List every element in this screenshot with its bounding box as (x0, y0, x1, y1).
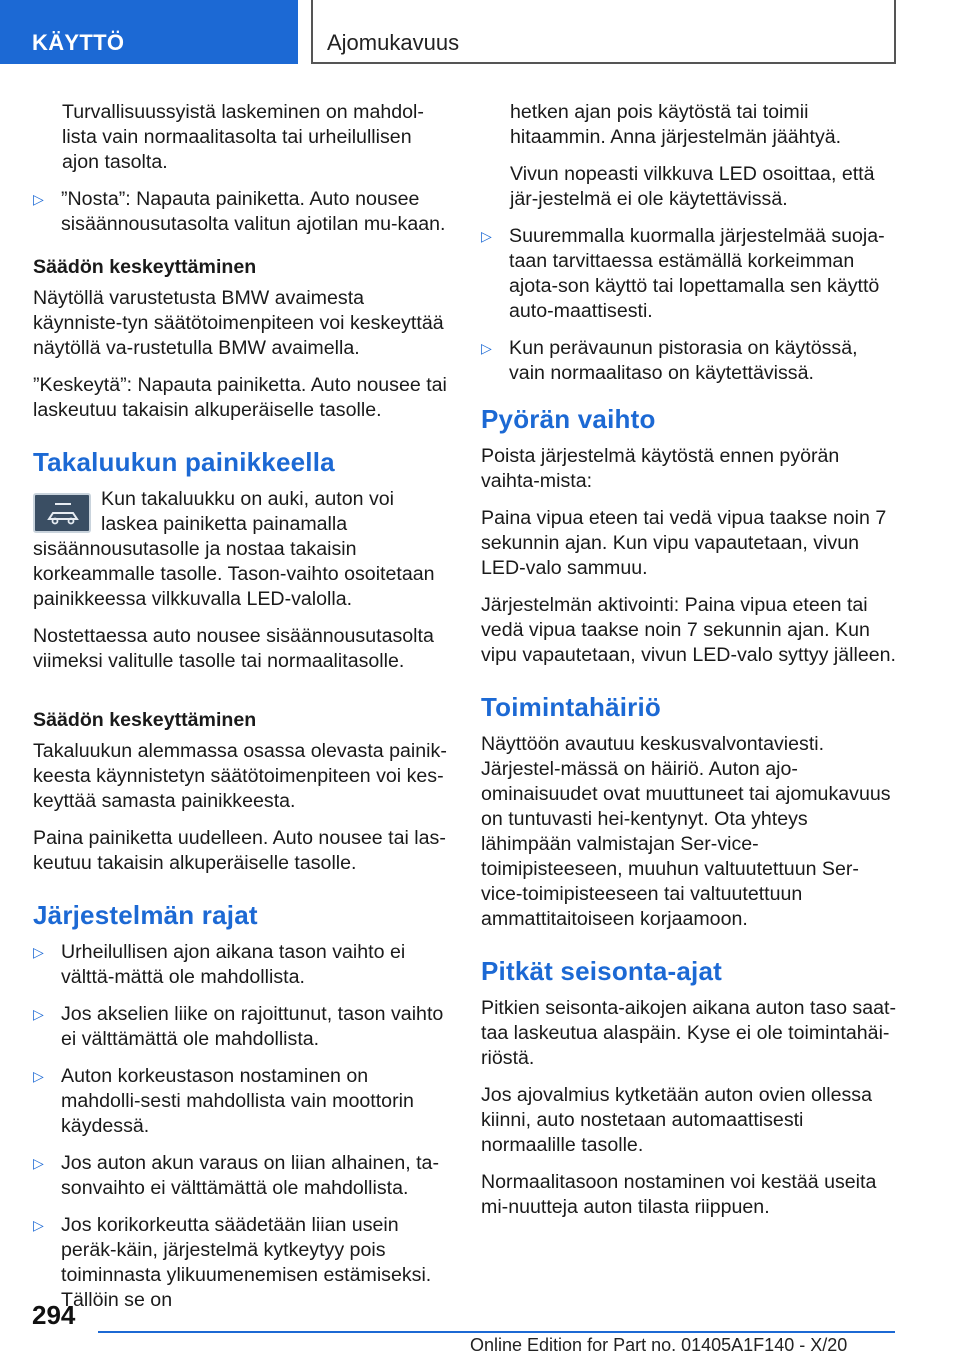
paragraph: Poista järjestelmä käytöstä ennen pyörän vaihta-mista: (481, 445, 840, 492)
icon-paragraph (33, 487, 451, 612)
list-item (481, 336, 897, 386)
paragraph: Järjestelmän aktivointi: Paina vipua eteen tai vedä vipua taakse noin 7 sekunnin ajan. Kun vipu vapautetaan, vivun LED-valo syttyy jälleen. (481, 594, 896, 666)
section-heading-takaluukku: Takaluukun painikkeella (33, 447, 335, 477)
paragraph: ”Keskeytä”: Napauta painiketta. Auto nousee tai laskeutuu takaisin alkuperäiselle tasolle. (33, 374, 447, 421)
paragraph: Paina vipua eteen tai vedä vipua taakse noin 7 sekunnin ajan. Kun vipu vapautetaan, vivun LED-valo sammuu. (481, 507, 887, 579)
list-item (33, 1002, 451, 1052)
triangle-right-icon: ▷ (33, 1155, 44, 1171)
list-item-text: ”Nosta”: Napauta painiketta. Auto nousee sisäännousutasolta valitun ajotilan mu-kaan. (61, 188, 446, 235)
list-item (33, 1064, 451, 1139)
list-item-text: Jos akselien liike on rajoittunut, tason vaihto ei välttämättä ole mahdollista. (61, 1003, 444, 1050)
list-item (33, 187, 451, 237)
paragraph: Pitkien seisonta-aikojen aikana auton taso saat-taa laskeutua alaspäin. Kyse ei ole toimintahäi-riöstä. (481, 997, 896, 1069)
subheading: Säädön keskeyttäminen (33, 256, 257, 278)
list-item-text: Jos auton akun varaus on liian alhainen, ta-sonvaihto ei välttämättä ole mahdollista. (61, 1152, 439, 1199)
paragraph: Jos ajovalmius kytketään auton ovien ollessa kiinni, auto nostetaan automaattisesti normaalille tasolle. (481, 1084, 873, 1156)
paragraph: Turvallisuussyistä laskeminen on mahdol-lista vain normaalitasolta tai urheilullisen ajon tasolta. (62, 101, 424, 173)
triangle-right-icon: ▷ (33, 1217, 44, 1233)
list-item-text: Suuremmalla kuormalla järjestelmää suoja-taan tarvittaessa estämällä korkeimman ajota-son käyttö tai lopettamalla sen käyttö auto-maattisesti. (509, 225, 885, 322)
paragraph: Kun takaluukku on auki, auton voi laskea painiketta painamalla sisäännousutasolle ja nostaa takaisin korkeammalle tasolle. Tason-vaihto osoitetaan painikkeessa vilkkuvalla LED-valolla. (33, 488, 435, 610)
paragraph: Takaluukun alemmassa osassa olevasta painik-keesta käynnistetyn säätötoimenpiteen voi kes-keyttää samasta painikkeesta. (33, 740, 447, 812)
subheading: Säädön keskeyttäminen (33, 709, 257, 731)
right-column (481, 100, 897, 1232)
paragraph: hetken ajan pois käytöstä tai toimii hitaammin. Anna järjestelmän jäähtyä. (510, 101, 842, 148)
list-item-text: Kun perävaunun pistorasia on käytössä, vain normaalitaso on käytettävissä. (509, 337, 858, 384)
section-tab: KÄYTTÖ (0, 0, 298, 64)
list-item (33, 1213, 451, 1313)
triangle-right-icon: ▷ (33, 191, 44, 207)
page-number: 294 (32, 1300, 76, 1330)
paragraph: Näyttöön avautuu keskusvalvontaviesti. Järjestel-mässä on häiriö. Auton ajo-ominaisuudet ovat muuttuneet tai ajomukavuus on tuntuvasti hei-kentynyt. Ota yhteys lähimpään valmistajan Ser-vice-toimipisteeseen, muuhun valtuutettuun Ser-vice-toimipisteeseen tai valtuutettuun ammattitaitoiseen korjaamoon. (481, 733, 891, 930)
triangle-right-icon: ▷ (33, 1006, 44, 1022)
car-level-button-icon (33, 493, 91, 533)
edition-footer: Online Edition for Part no. 01405A1F140 - X/20 (470, 1335, 848, 1355)
section-heading-pyoran-vaihto: Pyörän vaihto (481, 404, 656, 434)
triangle-right-icon: ▷ (33, 944, 44, 960)
section-heading-pitkat-seisonta-ajat: Pitkät seisonta-ajat (481, 956, 722, 986)
footer-divider (98, 1331, 895, 1333)
triangle-right-icon: ▷ (33, 1068, 44, 1084)
list-item (481, 224, 897, 324)
paragraph: Nostettaessa auto nousee sisäännousutasolta viimeksi valitulle tasolle tai normaalitasolle. (33, 625, 434, 672)
list-item-text: Urheilullisen ajon aikana tason vaihto ei välttä-mättä ole mahdollista. (61, 941, 406, 988)
list-item-text: Auton korkeustason nostaminen on mahdolli-sesti mahdollista vain moottorin käydessä. (61, 1065, 414, 1137)
list-item (33, 1151, 451, 1201)
left-column (33, 100, 451, 1325)
triangle-right-icon: ▷ (481, 228, 492, 244)
paragraph: Normaalitasoon nostaminen voi kestää useita mi-nuutteja auton tilasta riippuen. (481, 1171, 877, 1218)
paragraph: Paina painiketta uudelleen. Auto nousee tai las-keutuu takaisin alkuperäiselle tasolle. (33, 827, 446, 874)
chapter-title: Ajomukavuus (311, 0, 896, 64)
paragraph: Vivun nopeasti vilkkuva LED osoittaa, että jär-jestelmä ei ole käytettävissä. (510, 163, 875, 210)
page-header (0, 0, 960, 66)
triangle-right-icon: ▷ (481, 340, 492, 356)
paragraph: Näytöllä varustetusta BMW avaimesta käynniste-tyn säätötoimenpiteen voi keskeyttää näytöllä va-rustetulla BMW avaimella. (33, 287, 444, 359)
section-heading-toimintahairio: Toimintahäiriö (481, 692, 661, 722)
section-heading-rajat: Järjestelmän rajat (33, 900, 258, 930)
list-item (33, 940, 451, 990)
list-item-text: Jos korikorkeutta säädetään liian usein peräk-käin, järjestelmä kytkeytyy pois toiminnasta ylikuumenemisen estämiseksi. Tällöin se on (61, 1214, 432, 1311)
